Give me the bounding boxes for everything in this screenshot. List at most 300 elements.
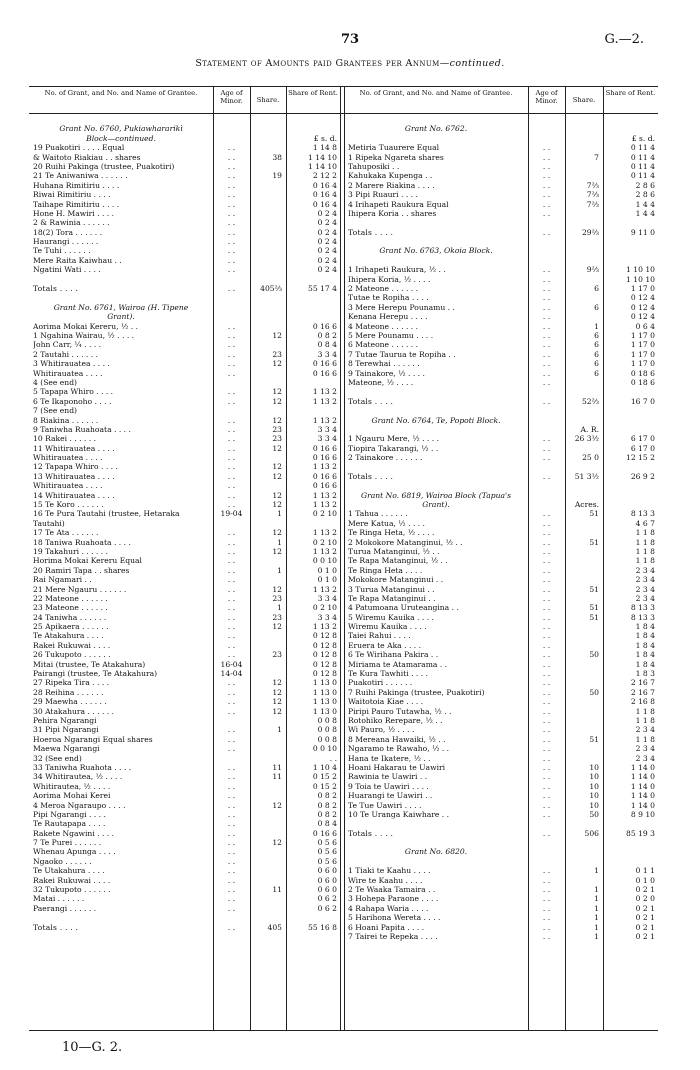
grantee-row	[344, 181, 658, 190]
rent-value: 0 16 6	[312, 481, 337, 491]
age-of-minor: . .	[227, 744, 236, 754]
share-value: 51	[589, 603, 599, 613]
rent-value: 1 8 4	[635, 659, 655, 669]
rent-value: 0 5 6	[317, 838, 337, 848]
grantee-name: 2 Marere Riakina . . . .	[348, 180, 435, 190]
grantee-name: 4 (See end)	[33, 377, 78, 387]
rent-value: 2 3 4	[635, 565, 655, 575]
grantee-row	[344, 725, 658, 734]
age-of-minor: . .	[227, 706, 236, 716]
rent-value: 0 2 4	[317, 246, 337, 256]
grantee-name: Kahukaka Kupenga . .	[348, 171, 433, 181]
grant-heading	[344, 491, 658, 500]
grantee-name: 30 Atakahura . . . . . .	[33, 706, 115, 716]
grantee-row	[344, 622, 658, 631]
grantee-row	[29, 153, 340, 162]
share-value: 12	[272, 500, 282, 510]
rent-value: 8 13 3	[630, 603, 655, 613]
share-value: 1	[277, 603, 282, 613]
grantee-name: Rotohiko Rerepare, ½ . .	[348, 716, 443, 725]
rent-value: 1 17 0	[630, 284, 655, 294]
grantee-row	[344, 256, 658, 265]
grantee-row	[29, 631, 340, 640]
grantee-name: Rawinia te Uawiri . .	[348, 772, 428, 782]
rent-value: 1 10 10	[626, 274, 655, 284]
grantee-row	[344, 378, 658, 387]
age-of-minor: . .	[227, 190, 236, 200]
rent-value: 2 16 7	[630, 687, 655, 697]
grantee-row	[344, 284, 658, 293]
age-of-minor: . .	[542, 227, 551, 237]
age-of-minor: . .	[542, 828, 551, 838]
share-value: 12	[272, 528, 282, 538]
rent-value: 1 13 2	[312, 387, 337, 397]
age-of-minor: . .	[542, 565, 551, 575]
grantee-row	[29, 641, 340, 650]
grant-heading	[29, 124, 340, 133]
grantee-row	[29, 218, 340, 227]
rent-value: 0 2 1	[635, 931, 655, 941]
grantee-row	[29, 322, 340, 331]
age-of-minor: . .	[227, 622, 236, 632]
grantee-row	[29, 293, 340, 302]
grant-title: Grant No. 6763, Okoia Block.	[379, 246, 493, 256]
age-of-minor: . .	[542, 509, 551, 519]
share-value: 23	[272, 650, 282, 660]
share-value: 1	[594, 866, 599, 876]
grantee-row	[29, 472, 340, 481]
grantee-name: 6 Hoani Papita . . . .	[348, 922, 425, 932]
rent-value: 0 2 1	[635, 885, 655, 895]
grantee-name: 10 Rakei . . . . . .	[33, 434, 96, 444]
rent-value: 0 8 2	[317, 800, 337, 810]
grantee-name: Rakete Ngawini . . . .	[33, 828, 115, 838]
rent-value: 0 1 0	[635, 875, 655, 885]
grantee-name: Wi Pauro, ½ . . . .	[348, 725, 415, 735]
rent-value: 0 15 2	[312, 781, 337, 791]
share-value: 12	[272, 687, 282, 697]
age-of-minor: . .	[227, 603, 236, 613]
grantee-row	[344, 801, 658, 810]
age-of-minor: . .	[227, 143, 236, 153]
age-of-minor: . .	[227, 208, 236, 218]
age-of-minor: . .	[542, 678, 551, 688]
rent-value: 1 17 0	[630, 330, 655, 340]
grantee-row	[29, 876, 340, 885]
grantee-row	[29, 350, 340, 359]
rent-value: 1 1 8	[635, 556, 655, 566]
grantee-row	[29, 275, 340, 284]
grantee-row	[344, 575, 658, 584]
share-value: 12	[272, 706, 282, 716]
age-of-minor: . .	[542, 885, 551, 895]
totals-row	[344, 397, 658, 406]
grantee-row	[344, 322, 658, 331]
rent-value: 1 13 2	[312, 500, 337, 510]
grantee-row	[344, 631, 658, 640]
age-of-minor: . .	[227, 640, 236, 650]
grantee-row	[29, 481, 340, 490]
share-value: 23	[272, 349, 282, 359]
grantee-row	[344, 688, 658, 697]
share-value: 12	[272, 330, 282, 340]
grantee-row	[29, 594, 340, 603]
grantee-row	[29, 340, 340, 349]
age-of-minor: . .	[227, 875, 236, 885]
rent-value: 2 12 2	[312, 171, 337, 181]
grantee-name: 2 Tainakore . . . . . .	[348, 453, 423, 463]
age-of-minor: . .	[227, 800, 236, 810]
rent-value: 0 12 8	[312, 650, 337, 660]
grant-title: Grant).	[107, 312, 135, 322]
age-of-minor: . .	[542, 922, 551, 932]
age-of-minor: . .	[227, 725, 236, 735]
share-value: 12	[272, 584, 282, 594]
rent-value: 2 3 4	[635, 575, 655, 585]
rent-value: 1 4 4	[635, 208, 655, 218]
share-value: 12	[272, 697, 282, 707]
grantee-row	[29, 904, 340, 913]
grantee-row	[344, 218, 658, 227]
rent-value: 55 17 4	[308, 284, 337, 294]
share-value: 6	[594, 302, 599, 312]
grantee-name: John Carr, ¼ . . . .	[33, 340, 102, 350]
age-of-minor: . .	[227, 500, 236, 510]
grant-heading	[344, 246, 658, 255]
age-of-minor: . .	[542, 706, 551, 716]
rent-value: 0 1 1	[635, 866, 655, 876]
grantee-row	[344, 650, 658, 659]
rent-value: 1 13 2	[312, 546, 337, 556]
grantee-row	[29, 754, 340, 763]
grantee-name: Ngatini Wati . . . .	[33, 265, 101, 275]
rent-value: 1 1 8	[635, 716, 655, 725]
header-rent: Share of Rent.	[605, 89, 656, 97]
rent-value: 0 1 0	[317, 575, 337, 585]
age-of-minor: . .	[542, 359, 551, 369]
header-name: No. of Grant, and No. and Name of Grantee.	[359, 89, 513, 97]
share-value: 1	[594, 321, 599, 331]
rent-value: 1 14 0	[630, 772, 655, 782]
share-value: 38	[272, 152, 282, 162]
grantee-row	[344, 876, 658, 885]
grantee-row	[29, 359, 340, 368]
age-of-minor: . .	[542, 190, 551, 200]
rent-value: 3 3 4	[317, 612, 337, 622]
age-of-minor: . .	[542, 875, 551, 885]
grantee-name: 18(2) Tora . . . . . .	[33, 227, 103, 237]
rent-value: 0 6 0	[317, 885, 337, 895]
grantee-row	[29, 331, 340, 340]
rent-value: 0 18 6	[630, 377, 655, 387]
grantee-name: Turua Matanginui, ½ . .	[348, 546, 440, 556]
age-of-minor: . .	[227, 490, 236, 500]
grantee-row	[29, 500, 340, 509]
rent-value: 1 10 10	[626, 265, 655, 275]
grantee-row	[29, 416, 340, 425]
age-of-minor: . .	[227, 471, 236, 481]
grant-heading	[344, 124, 658, 133]
grantee-row	[344, 303, 658, 312]
share-value: 26 3½	[574, 434, 599, 444]
grantee-name: 29 Maewha . . . . . .	[33, 697, 107, 707]
rent-value: . .	[329, 753, 337, 763]
share-value: 6	[594, 284, 599, 294]
grantee-name: 7 Ruihi Pakinga (trustee, Puakotiri)	[348, 687, 485, 697]
grantee-row	[29, 143, 340, 152]
share-value: 10	[589, 762, 599, 772]
rent-value: 0 6 2	[317, 903, 337, 913]
footer-ref: 10—G. 2.	[62, 1040, 123, 1055]
grantee-row	[29, 613, 340, 622]
share-value: 29⅔	[581, 227, 599, 237]
share-value: 12	[272, 622, 282, 632]
right-column	[344, 115, 658, 1030]
age-of-minor: . .	[542, 584, 551, 594]
share-value: 6	[594, 340, 599, 350]
grantee-row	[29, 772, 340, 781]
grantee-name: Matai . . . . . .	[33, 894, 85, 904]
age-of-minor: . .	[227, 847, 236, 857]
left-column	[29, 115, 340, 1030]
grantee-row	[29, 171, 340, 180]
totals-row	[344, 829, 658, 838]
grantee-row	[344, 556, 658, 565]
share-value: 23	[272, 593, 282, 603]
grantee-row	[29, 547, 340, 556]
grantee-row	[29, 434, 340, 443]
grantee-row	[29, 556, 340, 565]
grantee-row	[344, 735, 658, 744]
age-of-minor: . .	[227, 678, 236, 688]
rent-value: 1 13 2	[312, 528, 337, 538]
grantee-row	[29, 763, 340, 772]
share-value: 10	[589, 772, 599, 782]
grantee-name: Mitai (trustee, Te Atakahura)	[33, 659, 146, 669]
age-of-minor: 16-04	[220, 659, 243, 669]
title-text: Statement of Amounts paid Grantees per Annum	[195, 58, 440, 69]
rent-value: 8 13 3	[630, 509, 655, 519]
grantee-row	[344, 866, 658, 875]
grantee-row	[344, 209, 658, 218]
grant-heading	[344, 416, 658, 425]
share-value: 10	[589, 781, 599, 791]
share-value: 1	[594, 922, 599, 932]
rent-value: 1 1 8	[635, 734, 655, 744]
grantee-name: Huhana Rimitiriu . . . .	[33, 180, 120, 190]
grantee-name: Miriama te Atamarama . .	[348, 659, 448, 669]
share-value: 405	[267, 922, 282, 932]
grantee-row	[29, 866, 340, 875]
grantee-row	[344, 641, 658, 650]
grantee-row	[29, 744, 340, 753]
grantee-name: Wire te Kaahu . . . .	[348, 875, 423, 885]
share-value: 6	[594, 368, 599, 378]
grantee-name: Totals . . . .	[348, 227, 394, 237]
rent-value: 0 12 8	[312, 659, 337, 669]
grantee-row	[344, 894, 658, 903]
grantee-name: 4 Patumoana Uruteangina . .	[348, 603, 459, 613]
grantee-name: Hoeroa Ngarangi Equal shares	[33, 734, 153, 744]
grantee-name: Rakei Rukuwai . . . .	[33, 640, 111, 650]
grantee-name: Te Ringa Heta . . . .	[348, 565, 423, 575]
grantee-row	[29, 622, 340, 631]
grantee-name: Metiria Tuaurere Equal	[348, 143, 440, 153]
age-of-minor: . .	[227, 556, 236, 566]
grantee-row	[29, 791, 340, 800]
share-value: 12	[272, 678, 282, 688]
grantee-row	[344, 462, 658, 471]
grantee-row	[29, 378, 340, 387]
age-of-minor: . .	[542, 180, 551, 190]
rent-value: 0 16 6	[312, 359, 337, 369]
share-value: 51	[589, 612, 599, 622]
rent-value: 2 3 4	[635, 725, 655, 735]
age-of-minor: . .	[227, 762, 236, 772]
grant-heading	[29, 134, 340, 143]
grantee-name: Mere Raita Kaiwhau . .	[33, 255, 122, 265]
grantee-row	[344, 566, 658, 575]
grantee-name: 19 Puakotiri . . . . Equal	[33, 143, 125, 153]
grantee-name: 27 Ripeka Tira . . . .	[33, 678, 110, 688]
header-age: Age of Minor.	[220, 89, 243, 105]
age-of-minor: . .	[542, 537, 551, 547]
share-value: 10	[589, 791, 599, 801]
grantee-row	[29, 444, 340, 453]
grantee-name: 25 Apikaera . . . . . .	[33, 622, 109, 632]
age-of-minor: . .	[542, 913, 551, 923]
grantee-name: Puakotiri . . . . . .	[348, 678, 413, 688]
age-of-minor: . .	[542, 781, 551, 791]
grantee-name: 23 Mateone . . . . . .	[33, 603, 108, 613]
age-of-minor: . .	[227, 819, 236, 829]
grantee-row	[344, 171, 658, 180]
rent-value: 2 3 4	[635, 584, 655, 594]
grantee-name: Whitirauatea . . . .	[33, 368, 103, 378]
grantee-row	[29, 491, 340, 500]
grantee-name: Eruera te Aka . . . .	[348, 640, 422, 650]
rent-value: 0 16 4	[312, 190, 337, 200]
grantee-name: Pipi Ngarangi . . . .	[33, 809, 106, 819]
grantee-name: 10 Te Uranga Kaiwhare . .	[348, 809, 450, 819]
age-of-minor: . .	[227, 349, 236, 359]
grantee-row	[344, 819, 658, 828]
grantee-row	[344, 434, 658, 443]
age-of-minor: . .	[227, 781, 236, 791]
grantee-name: Kenana Herepu . . . .	[348, 312, 428, 322]
grantee-row	[29, 650, 340, 659]
age-of-minor: . .	[227, 255, 236, 265]
rent-value: 0 2 1	[635, 903, 655, 913]
age-of-minor: . .	[227, 265, 236, 275]
grantee-row	[344, 275, 658, 284]
grantee-name: 7 (See end)	[33, 406, 78, 416]
rent-value: 0 12 4	[630, 293, 655, 303]
share-value: 1	[277, 509, 282, 519]
grantee-row	[29, 716, 340, 725]
rent-value: 2 3 4	[635, 593, 655, 603]
grantee-row	[344, 913, 658, 922]
age-of-minor: . .	[227, 885, 236, 895]
age-of-minor: . .	[227, 462, 236, 472]
share-value: 12	[272, 359, 282, 369]
grantee-row	[344, 838, 658, 847]
age-of-minor: . .	[542, 330, 551, 340]
grantee-name: 20 Ruihi Pakinga (trustee, Puakotiri)	[33, 161, 175, 171]
grantee-row	[344, 885, 658, 894]
age-of-minor: . .	[227, 359, 236, 369]
grantee-row	[29, 528, 340, 537]
share-value: 1	[594, 894, 599, 904]
grantee-name: 28 Reihina . . . . . .	[33, 687, 104, 697]
share-value: 25 0	[582, 453, 599, 463]
rent-value: 0 6 2	[317, 894, 337, 904]
grantee-name: 17 Te Ata . . . . . .	[33, 528, 99, 538]
age-of-minor: . .	[542, 265, 551, 275]
share-value: 11	[272, 885, 282, 895]
page-reference: G.—2.	[604, 32, 644, 47]
grantee-name: Hana te Ikatere, ½ . .	[348, 753, 431, 763]
grantee-row	[344, 744, 658, 753]
age-of-minor: . .	[542, 171, 551, 181]
rent-value: 0 0 8	[317, 734, 337, 744]
rent-value: 1 17 0	[630, 349, 655, 359]
rent-value: 8 9 10	[630, 809, 655, 819]
grantee-row	[29, 256, 340, 265]
grantee-name: 24 Taniwha . . . . . .	[33, 612, 107, 622]
rent-value: 2 8 6	[635, 190, 655, 200]
age-of-minor: . .	[542, 284, 551, 294]
age-of-minor: . .	[227, 481, 236, 491]
rent-value: 16 7 0	[630, 396, 655, 406]
grantee-name: 33 Taniwha Ruahota . . . .	[33, 762, 132, 772]
rent-value: 0 0 8	[317, 725, 337, 735]
age-of-minor: . .	[542, 471, 551, 481]
age-of-minor: . .	[227, 838, 236, 848]
grantee-row	[29, 810, 340, 819]
grantee-row	[29, 697, 340, 706]
grantee-row	[344, 293, 658, 302]
age-of-minor: . .	[542, 622, 551, 632]
grantee-row	[29, 725, 340, 734]
age-of-minor: . .	[542, 650, 551, 660]
grantee-name: Te Tuhi . . . . . .	[33, 246, 91, 256]
rent-value: 26 9 2	[630, 471, 655, 481]
share-value: 12	[272, 838, 282, 848]
grantee-row	[29, 585, 340, 594]
grantee-name: Aorima Mokai Kereru, ½ . .	[33, 321, 139, 331]
grantee-name: 32 (See end)	[33, 753, 82, 763]
rent-value: 0 16 6	[312, 828, 337, 838]
share-value: 51	[589, 509, 599, 519]
age-of-minor: . .	[542, 716, 551, 725]
rent-value: 0 2 4	[317, 265, 337, 275]
rent-value: 1 8 4	[635, 622, 655, 632]
grantee-name: Wiremu Kauika . . . .	[348, 622, 427, 632]
age-of-minor: . .	[542, 161, 551, 171]
grantee-name: 2 Mokokore Matanginui, ½ . .	[348, 537, 463, 547]
grantee-row	[344, 350, 658, 359]
grantee-name: Mere Katua, ½ . . . .	[348, 518, 425, 528]
age-of-minor: . .	[542, 631, 551, 641]
share-value: 50	[589, 687, 599, 697]
grantee-row	[29, 237, 340, 246]
grantee-row	[344, 115, 658, 124]
grantee-name: 5 Mere Pounamu . . . .	[348, 330, 434, 340]
rent-value: 1 17 0	[630, 359, 655, 369]
grantee-name: Whitirauatea . . . .	[33, 481, 103, 491]
grant-title: Grant No. 6760, Pukiawhararikì	[59, 124, 183, 134]
